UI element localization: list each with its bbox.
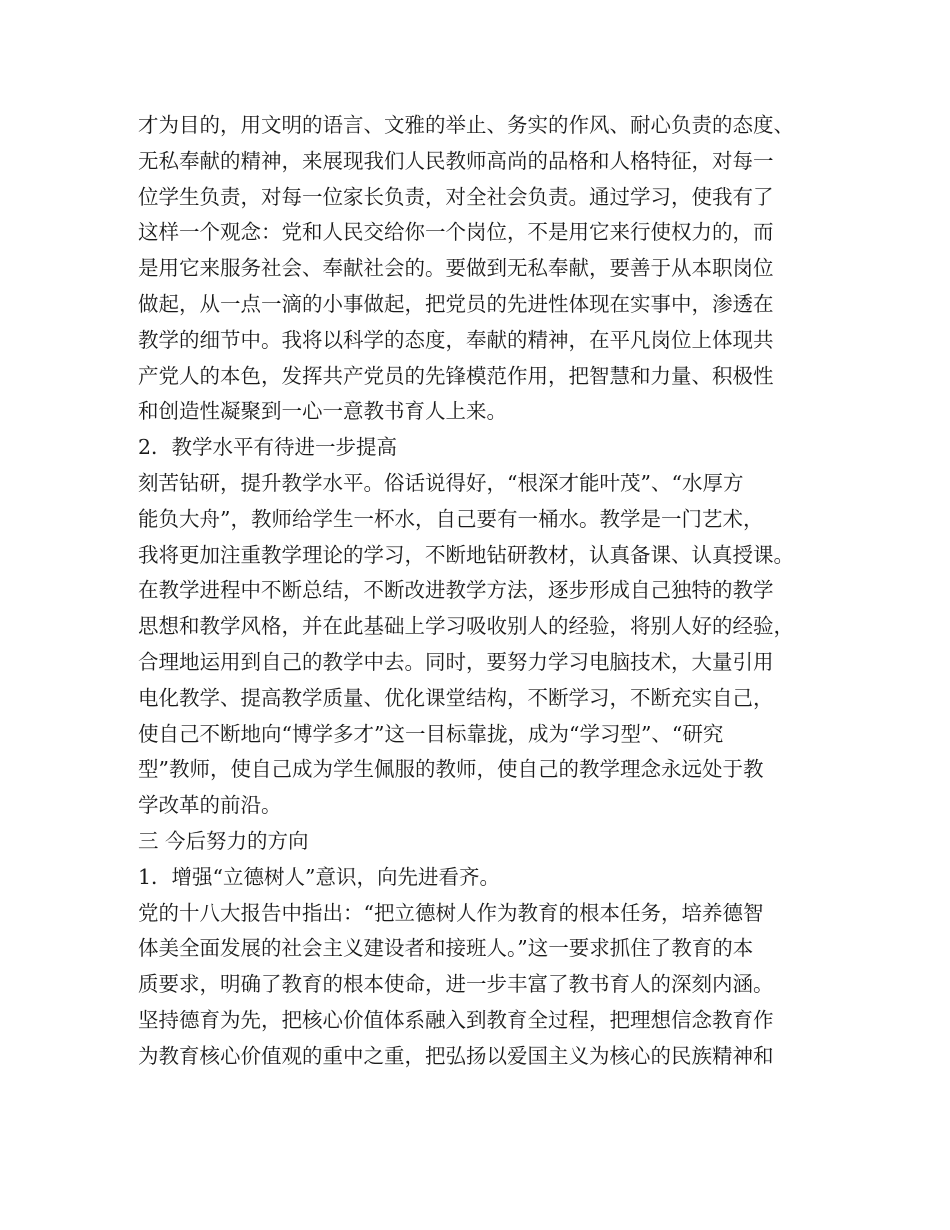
paragraph-line: 才为目的，用文明的语言、文雅的举止、务实的作风、耐心负责的态度、 (138, 113, 794, 137)
section-heading: 三 今后努力的方向 (138, 828, 309, 853)
paragraph-line: 型”教师，使自己成为学生佩服的教师，使自己的教学理念永远处于教 (138, 757, 764, 782)
paragraph-line: 质要求，明确了教育的根本使命，进一步丰富了教书育人的深刻内涵。 (138, 972, 774, 997)
paragraph-line: 是用它来服务社会、奉献社会的。要做到无私奉献，要善于从本职岗位 (138, 256, 774, 281)
paragraph-line: 使自己不断地向“博学多才”这一目标靠拢，成为“学习型”、“研究 (138, 721, 724, 746)
paragraph-line: 党的十八大报告中指出：“把立德树人作为教育的根本任务，培养德智 (138, 900, 764, 925)
paragraph-line: 产党人的本色，发挥共产党员的先锋模范作用，把智慧和力量、积极性 (138, 363, 774, 388)
paragraph-line: 刻苦钻研，提升教学水平。俗话说得好，“根深才能叶茂”、“水厚方 (138, 470, 744, 495)
paragraph-line: 坚持德育为先，把核心价值体系融入到教育全过程，把理想信念教育作 (138, 1007, 774, 1032)
paragraph-line: 电化教学、提高教学质量、优化课堂结构，不断学习，不断充实自己， (138, 685, 774, 710)
paragraph-line: 和创造性凝聚到一心一意教书育人上来。 (138, 399, 507, 424)
paragraph-line: 教学的细节中。我将以科学的态度，奉献的精神，在平凡岗位上体现共 (138, 327, 774, 352)
section-heading: 2．教学水平有待进一步提高 (138, 435, 398, 460)
paragraph-line: 能负大舟”，教师给学生一杯水，自己要有一桶水。教学是一门艺术， (138, 506, 764, 531)
paragraph-line: 体美全面发展的社会主义建设者和接班人。”这一要求抓住了教育的本 (138, 936, 754, 961)
paragraph-line: 合理地运用到自己的教学中去。同时，要努力学习电脑技术，大量引用 (138, 649, 774, 674)
paragraph-line: 在教学进程中不断总结，不断改进教学方法，逐步形成自己独特的教学 (138, 578, 774, 603)
paragraph-line: 思想和教学风格，并在此基础上学习吸收别人的经验，将别人好的经验， (138, 614, 794, 639)
document-page (138, 108, 838, 1075)
paragraph-line: 做起，从一点一滴的小事做起，把党员的先进性体现在实事中，渗透在 (138, 291, 774, 316)
paragraph-line: 这样一个观念：党和人民交给你一个岗位，不是用它来行使权力的，而 (138, 220, 774, 245)
section-heading: 1．增强“立德树人”意识，向先进看齐。 (138, 864, 501, 889)
paragraph-line: 为教育核心价值观的重中之重，把弘扬以爱国主义为核心的民族精神和 (138, 1043, 774, 1068)
paragraph-line: 学改革的前沿。 (138, 793, 282, 818)
paragraph-line: 我将更加注重教学理论的学习，不断地钻研教材，认真备课、认真授课。 (138, 542, 794, 567)
paragraph-line: 位学生负责，对每一位家长负责，对全社会负责。通过学习，使我有了 (138, 184, 774, 209)
paragraph-line: 无私奉献的精神，来展现我们人民教师高尚的品格和人格特征，对每一 (138, 148, 774, 173)
